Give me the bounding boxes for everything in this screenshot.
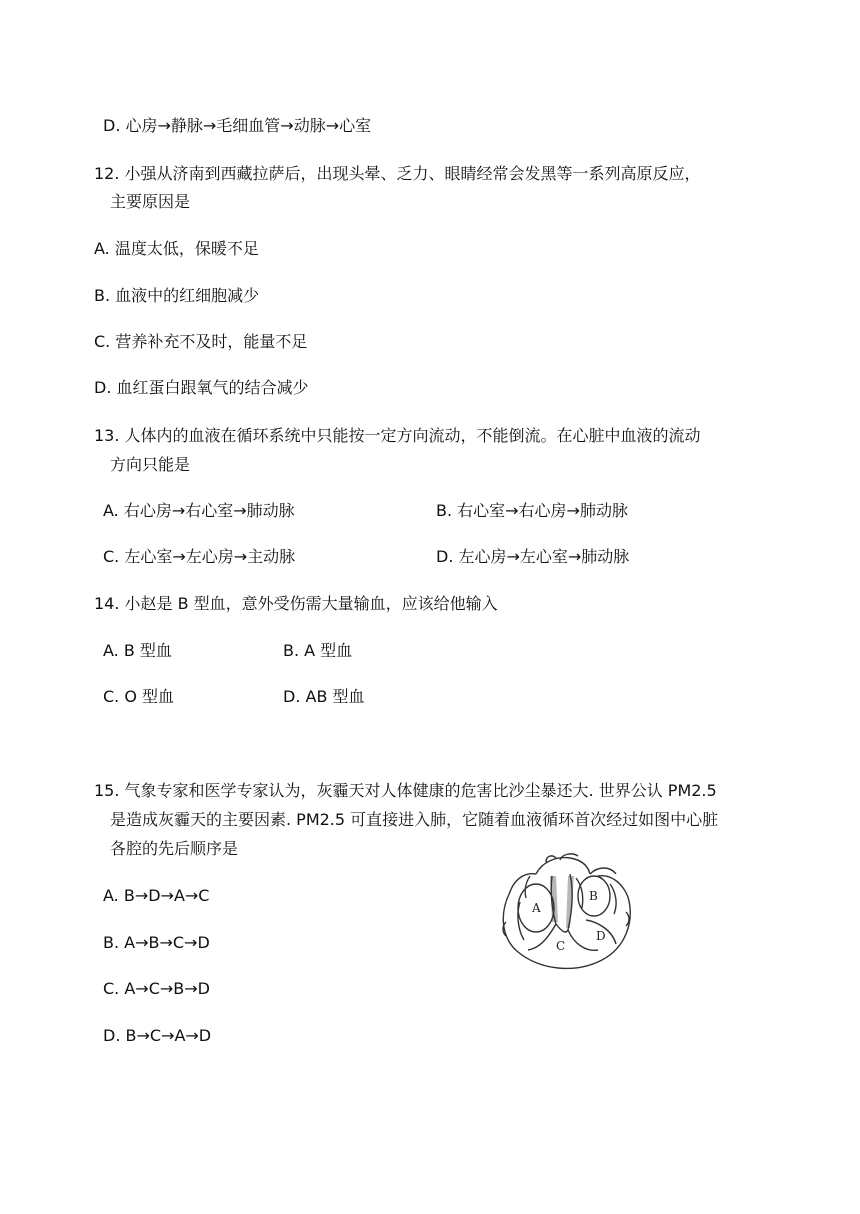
q15-stem-line1: 15. 气象专家和医学专家认为，灰霾天对人体健康的危害比沙尘暴还大. 世界公认 PM2.5 — [94, 781, 717, 800]
q14-option-d: D. AB 型血 — [283, 687, 365, 706]
q15-stem-line2: 是造成灰霾天的主要因素. PM2.5 可直接进入肺，它随着血液循环首次经过如图中心脏 — [110, 810, 719, 829]
q15-option-c: C. A→C→B→D — [103, 979, 210, 998]
q15-option-b: B. A→B→C→D — [103, 933, 210, 952]
q13-option-c: C. 左心室→左心房→主动脉 — [103, 547, 296, 566]
q12-option-d: D. 血红蛋白跟氧气的结合减少 — [94, 378, 309, 397]
figure-label-a: A — [532, 901, 541, 915]
q12-stem-line2: 主要原因是 — [110, 192, 191, 211]
q12-option-a: A. 温度太低，保暖不足 — [94, 239, 259, 258]
q14-stem: 14. 小赵是 B 型血，意外受伤需大量输血，应该给他输入 — [94, 594, 498, 613]
figure-label-b: B — [589, 889, 598, 903]
q14-option-c: C. O 型血 — [103, 687, 175, 706]
figure-label-c: C — [556, 939, 566, 953]
q13-stem-line2: 方向只能是 — [110, 455, 191, 474]
figure-label-d: D — [596, 929, 606, 943]
q15-option-d: D. B→C→A→D — [103, 1026, 212, 1045]
q15-stem-line3: 各腔的先后顺序是 — [110, 839, 239, 858]
q11-option-d: D. 心房→静脉→毛细血管→动脉→心室 — [103, 116, 372, 135]
q12-option-b: B. 血液中的红细胞减少 — [94, 286, 260, 305]
q12-option-c: C. 营养补充不及时，能量不足 — [94, 332, 308, 351]
q13-option-b: B. 右心室→右心房→肺动脉 — [436, 501, 628, 520]
q14-option-b: B. A 型血 — [283, 641, 353, 660]
q14-option-a: A. B 型血 — [103, 641, 172, 660]
q13-option-a: A. 右心房→右心室→肺动脉 — [103, 501, 295, 520]
q13-option-d: D. 左心房→左心室→肺动脉 — [436, 547, 630, 566]
q15-option-a: A. B→D→A→C — [103, 886, 210, 905]
heart-diagram — [490, 852, 640, 974]
q12-stem-line1: 12. 小强从济南到西藏拉萨后，出现头晕、乏力、眼睛经常会发黑等一系列高原反应， — [94, 164, 701, 183]
q13-stem-line1: 13. 人体内的血液在循环系统中只能按一定方向流动，不能倒流。在心脏中血液的流动 — [94, 426, 701, 445]
